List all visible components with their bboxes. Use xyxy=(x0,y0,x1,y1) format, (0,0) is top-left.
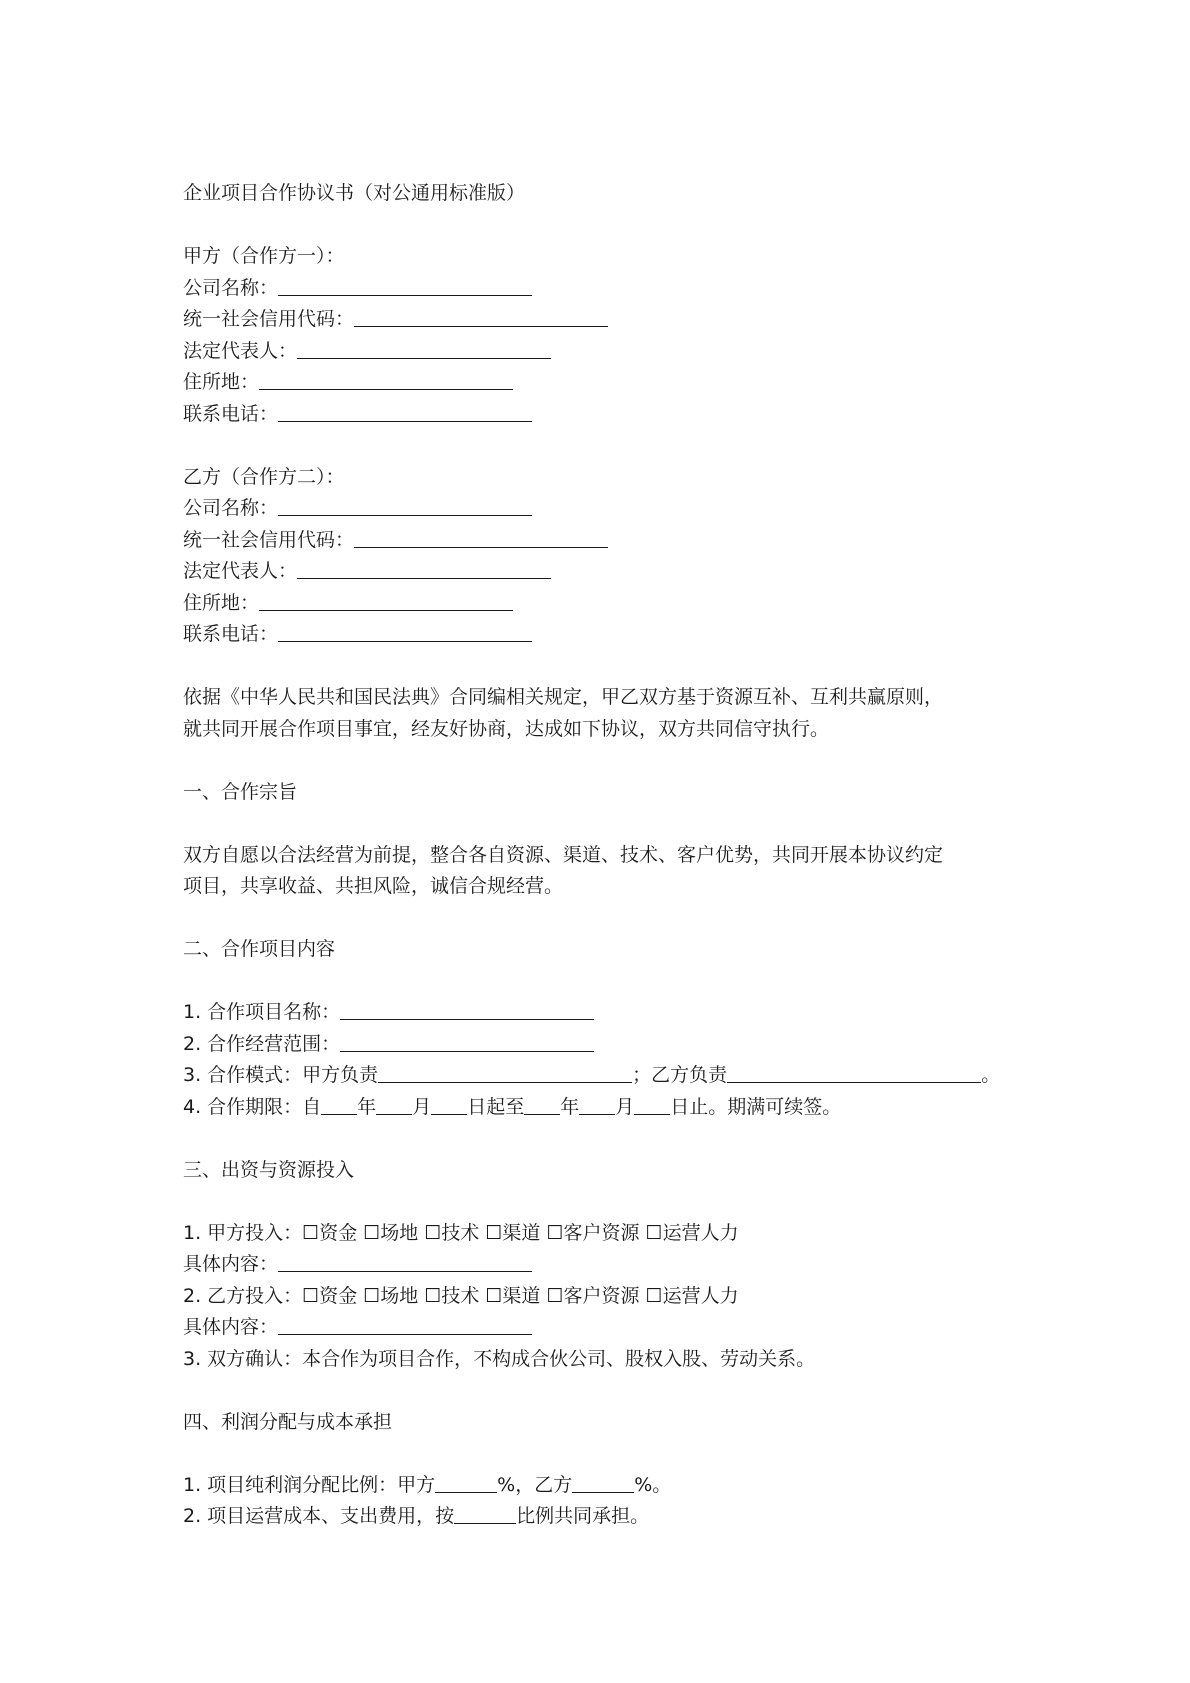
party-b-investment-detail xyxy=(183,1312,1023,1344)
phone-blank[interactable] xyxy=(278,400,532,422)
company-label: 公司名称： xyxy=(183,276,279,299)
mode-party-a-label: 3. 合作模式：甲方负责 xyxy=(183,1064,379,1086)
preamble-line-2: 就共同开展合作项目事宜，经友好协商，达成如下协议，双方共同信守执行。 xyxy=(183,717,830,740)
detail-label: 具体内容： xyxy=(183,1253,279,1275)
preamble-line-1: 依据《中华人民共和国民法典》合同编相关规定，甲乙双方基于资源互补、互利共赢原则， xyxy=(183,686,944,708)
start-day-blank[interactable] xyxy=(431,1093,467,1115)
party-a-investment-detail xyxy=(183,1249,1023,1281)
credit-code-blank[interactable] xyxy=(354,305,608,327)
project-name-blank[interactable] xyxy=(340,998,594,1020)
company-blank[interactable] xyxy=(278,274,532,296)
day-to-label: 日止。期满可续签。 xyxy=(670,1095,842,1118)
month-label: 月 xyxy=(412,1095,432,1118)
cooperation-mode-item xyxy=(183,1060,1023,1092)
profit-party-b-label: %，乙方 xyxy=(497,1473,573,1496)
profit-party-a-label: 1. 项目纯利润分配比例：甲方 xyxy=(183,1473,436,1496)
start-year-blank[interactable] xyxy=(321,1093,357,1115)
mode-party-b-label: ；乙方负责 xyxy=(632,1064,728,1086)
mode-end: 。 xyxy=(981,1064,1001,1086)
month-label: 月 xyxy=(615,1095,635,1118)
cooperation-term-item xyxy=(183,1092,1023,1124)
section-2-heading: 二、合作项目内容 xyxy=(183,938,336,960)
party-a-heading: 甲方（合作方一）： xyxy=(183,245,345,267)
party-b-investment: 2. 乙方投入：☐资金 ☐场地 ☐技术 ☐渠道 ☐客户资源 ☐运营人力 xyxy=(183,1284,739,1307)
end-year-blank[interactable] xyxy=(524,1093,560,1115)
phone-label: 联系电话： xyxy=(183,402,279,425)
party-b-phone xyxy=(183,619,1023,651)
section-1-heading: 一、合作宗旨 xyxy=(183,780,298,803)
cost-end: 比例共同承担。 xyxy=(516,1505,650,1527)
party-b-company xyxy=(183,493,1023,525)
representative-blank[interactable] xyxy=(297,337,551,359)
party-b-address xyxy=(183,588,1023,620)
year-label: 年 xyxy=(560,1095,580,1118)
phone-blank[interactable] xyxy=(278,620,532,642)
profit-party-a-blank[interactable] xyxy=(435,1471,497,1493)
company-blank[interactable] xyxy=(278,494,532,516)
party-b-heading: 乙方（合作方二）： xyxy=(183,465,345,488)
document-title: 企业项目合作协议书（对公通用标准版） xyxy=(183,182,526,204)
cost-ratio-blank[interactable] xyxy=(454,1502,516,1524)
cost-label: 2. 项目运营成本、支出费用，按 xyxy=(183,1505,455,1527)
business-scope-blank[interactable] xyxy=(340,1030,594,1052)
party-a-credit-code xyxy=(183,304,1023,336)
credit-code-label: 统一社会信用代码： xyxy=(183,308,355,330)
address-label: 住所地： xyxy=(183,371,260,393)
party-a-company xyxy=(183,273,1023,305)
profit-party-b-blank[interactable] xyxy=(572,1471,634,1493)
mutual-confirmation: 3. 双方确认：本合作为项目合作，不构成合伙公司、股权入股、劳动关系。 xyxy=(183,1347,816,1370)
project-name-item xyxy=(183,997,1023,1029)
address-blank[interactable] xyxy=(259,368,513,390)
party-a-phone xyxy=(183,399,1023,431)
project-name-label: 1. 合作项目名称： xyxy=(183,1001,341,1023)
phone-label: 联系电话： xyxy=(183,623,279,645)
term-label: 4. 合作期限：自 xyxy=(183,1095,322,1118)
party-b-representative xyxy=(183,556,1023,588)
representative-blank[interactable] xyxy=(297,557,551,579)
business-scope-item xyxy=(183,1029,1023,1061)
address-blank[interactable] xyxy=(259,589,513,611)
agreement-document xyxy=(183,178,1023,1533)
section-3-heading: 三、出资与资源投入 xyxy=(183,1158,355,1181)
detail-label: 具体内容： xyxy=(183,1316,279,1338)
mode-party-a-blank[interactable] xyxy=(378,1061,632,1083)
end-day-blank[interactable] xyxy=(634,1093,670,1115)
representative-label: 法定代表人： xyxy=(183,339,298,362)
party-a-representative xyxy=(183,336,1023,368)
party-a-investment: 1. 甲方投入：☐资金 ☐场地 ☐技术 ☐渠道 ☐客户资源 ☐运营人力 xyxy=(183,1221,739,1244)
party-b-credit-code xyxy=(183,525,1023,557)
address-label: 住所地： xyxy=(183,591,260,614)
credit-code-blank[interactable] xyxy=(354,526,608,548)
profit-ratio-item xyxy=(183,1470,1023,1502)
detail-blank[interactable] xyxy=(278,1313,532,1335)
section-1-line-1: 双方自愿以合法经营为前提，整合各自资源、渠道、技术、客户优势，共同开展本协议约定 xyxy=(183,843,944,866)
credit-code-label: 统一社会信用代码： xyxy=(183,528,355,551)
cost-sharing-item xyxy=(183,1501,1023,1533)
year-label: 年 xyxy=(357,1095,377,1118)
start-month-blank[interactable] xyxy=(376,1093,412,1115)
mode-party-b-blank[interactable] xyxy=(727,1061,981,1083)
detail-blank[interactable] xyxy=(278,1250,532,1272)
profit-end: %。 xyxy=(634,1473,672,1496)
representative-label: 法定代表人： xyxy=(183,560,298,582)
end-month-blank[interactable] xyxy=(579,1093,615,1115)
business-scope-label: 2. 合作经营范围： xyxy=(183,1032,341,1055)
company-label: 公司名称： xyxy=(183,497,279,519)
day-from-label: 日起至 xyxy=(467,1095,525,1118)
party-a-address xyxy=(183,367,1023,399)
section-1-line-2: 项目，共享收益、共担风险，诚信合规经营。 xyxy=(183,875,564,897)
section-4-heading: 四、利润分配与成本承担 xyxy=(183,1410,393,1433)
